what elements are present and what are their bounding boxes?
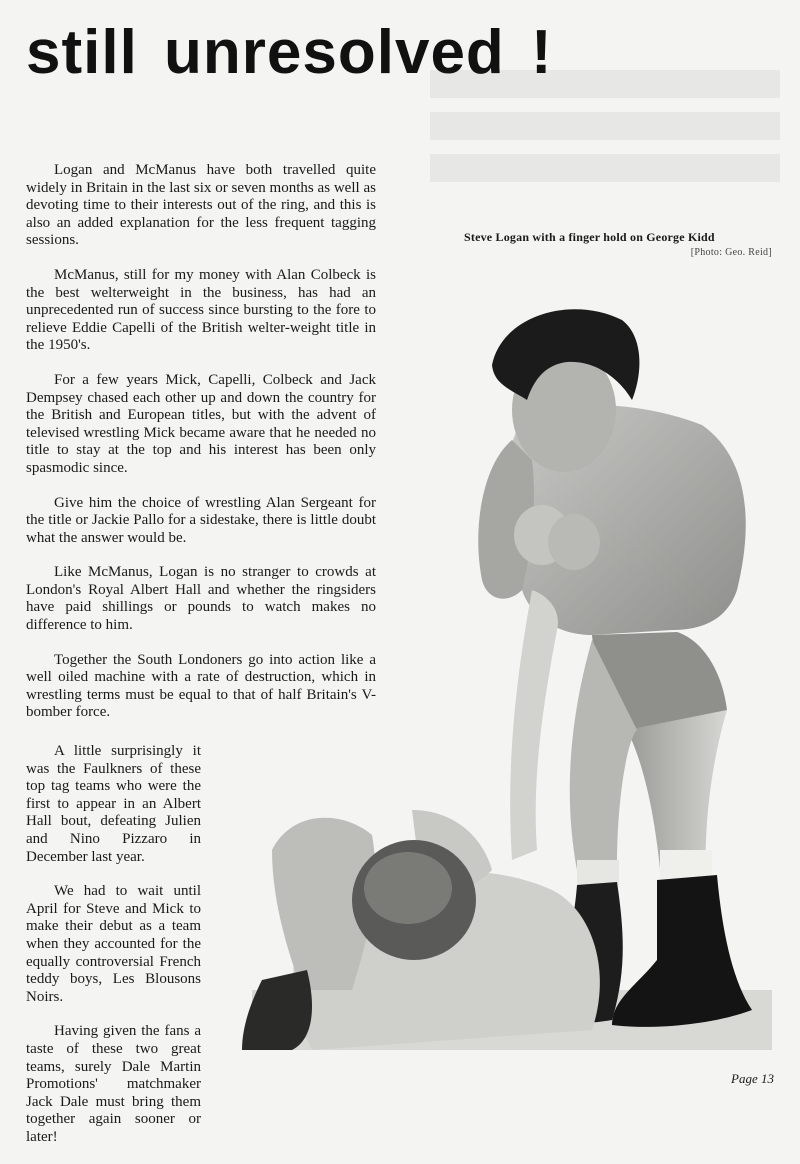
- bleed-through-text: [430, 70, 780, 220]
- paragraph: Logan and McManus have both travelled quite widely in Britain in the last six or seven months as well as devoting time to their interests out of the ring, and this is also an added explanation for the less frequent tagging sessions.: [26, 162, 376, 249]
- photo-caption: Steve Logan with a finger hold on George Kidd: [464, 230, 715, 244]
- raised-arm: [510, 590, 558, 860]
- paragraph: Like McManus, Logan is no stranger to crowds at London's Royal Albert Hall and whether the ringsiders have paid shillings or pounds to watch makes no difference to him.: [26, 564, 376, 634]
- boot-shape: [612, 875, 752, 1027]
- fist-shape: [548, 514, 600, 570]
- paragraph: Together the South Londoners go into action like a well oiled machine with a rate of destruction, which in wrestling terms must be equal to that of half Britain's V-bomber force.: [26, 651, 376, 721]
- page-number: Page 13: [731, 1071, 774, 1086]
- paragraph: McManus, still for my money with Alan Colbeck is the best welterweight in the business, has had an unprecedented run of success since bursting to the fore to relieve Eddie Capelli of the British welter-weight title in the 1950's.: [26, 266, 376, 354]
- sock-shape: [660, 850, 712, 880]
- paragraph: A little surprisingly it was the Faulkners of these top tag teams who were the first to appear in an Albert Hall bout, defeating Julien and Nino Pizzaro in December last year.: [26, 743, 201, 865]
- paragraph: For a few years Mick, Capelli, Colbeck and Jack Dempsey chased each other up and down the country for the British and European titles, but with the advent of televised wrestling Mick became aware that he needed no title to stay at the top and his interest has been only spasmodic since.: [26, 371, 376, 476]
- photo-credit: [Photo: Geo. Reid]: [690, 247, 772, 258]
- wrestling-photo: [232, 290, 780, 1060]
- paragraph: We had to wait until April for Steve and Mick to make their debut as a team when they accounted for the equally controversial French teddy boys, Les Blousons Noirs.: [26, 883, 201, 1005]
- boot-shape: [242, 970, 312, 1050]
- headline: still unresolved !: [26, 18, 553, 87]
- sock-shape: [577, 860, 619, 885]
- paragraph: Having given the fans a taste of these two great teams, surely Dale Martin Promotions' matchmaker Jack Dale must bring them together again sooner or later!: [26, 1023, 201, 1145]
- lying-head: [364, 852, 452, 924]
- paragraph: Give him the choice of wrestling Alan Sergeant for the title or Jackie Pallo for a sidestake, there is little doubt what the answer would be.: [26, 494, 376, 546]
